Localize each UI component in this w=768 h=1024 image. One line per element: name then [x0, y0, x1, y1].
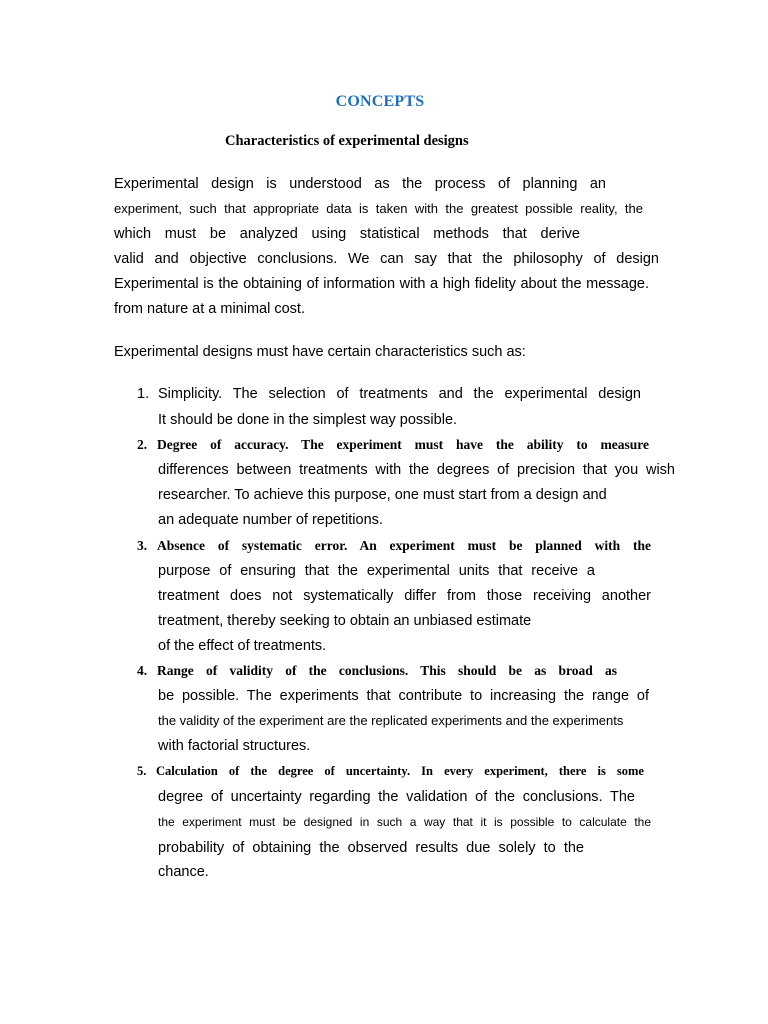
list-item-line: the validity of the experiment are the replicated experiments and the experiments	[158, 713, 624, 728]
intro-line-6: from nature at a minimal cost.	[114, 301, 305, 317]
intro-line-1: Experimental design is understood as the process of planning an	[114, 176, 606, 192]
intro-line-5: Experimental is the obtaining of information with a high fidelity about the message.	[114, 276, 649, 292]
list-number: 2.	[137, 437, 148, 452]
lead-sentence: Experimental designs must have certain characteristics such as:	[114, 344, 526, 360]
list-item-line: chance.	[158, 864, 209, 880]
list-item-line: with factorial structures.	[158, 738, 311, 754]
list-item-line: an adequate number of repetitions.	[158, 512, 383, 528]
list-item-line: treatment, thereby seeking to obtain an unbiased estimate	[158, 613, 532, 629]
list-item-first-line: Range of validity of the conclusions. This should be as broad as	[157, 663, 617, 678]
list-item-first-line: Calculation of the degree of uncertainty. In every experiment, there is some	[156, 764, 644, 778]
list-item-line: treatment does not systematically differ from those receiving another	[158, 588, 651, 604]
page-title: CONCEPTS	[335, 93, 425, 110]
list-item-line: researcher. To achieve this purpose, one must start from a design and	[158, 487, 607, 503]
list-item-line: degree of uncertainty regarding the validation of the conclusions. The	[158, 789, 635, 805]
list-item-line: be possible. The experiments that contribute to increasing the range of	[158, 688, 649, 704]
list-number: 1.	[137, 386, 150, 402]
list-item-first-line: Simplicity. The selection of treatments and the experimental design	[158, 386, 641, 402]
intro-line-3: which must be analyzed using statistical methods that derive	[114, 226, 580, 242]
list-number: 5.	[137, 764, 147, 778]
list-item-line: the experiment must be designed in such a way that it is possible to calculate the	[158, 815, 651, 829]
list-item-line: probability of obtaining the observed results due solely to the	[158, 840, 584, 856]
list-item-line: purpose of ensuring that the experimental units that receive a	[158, 563, 595, 579]
list-item-first-line: Absence of systematic error. An experiment must be planned with the	[157, 538, 651, 553]
section-subtitle: Characteristics of experimental designs	[225, 133, 469, 149]
list-number: 4.	[137, 663, 148, 678]
list-item-line: It should be done in the simplest way possible.	[158, 412, 458, 428]
list-number: 3.	[137, 538, 148, 553]
list-item-first-line: Degree of accuracy. The experiment must have the ability to measure	[157, 437, 649, 452]
intro-line-2: experiment, such that appropriate data is taken with the greatest possible reality, the	[114, 201, 643, 216]
intro-line-4: valid and objective conclusions. We can say that the philosophy of design	[114, 251, 659, 267]
list-item-line: differences between treatments with the degrees of precision that you wish	[158, 462, 675, 478]
list-item-line: of the effect of treatments.	[158, 638, 327, 654]
